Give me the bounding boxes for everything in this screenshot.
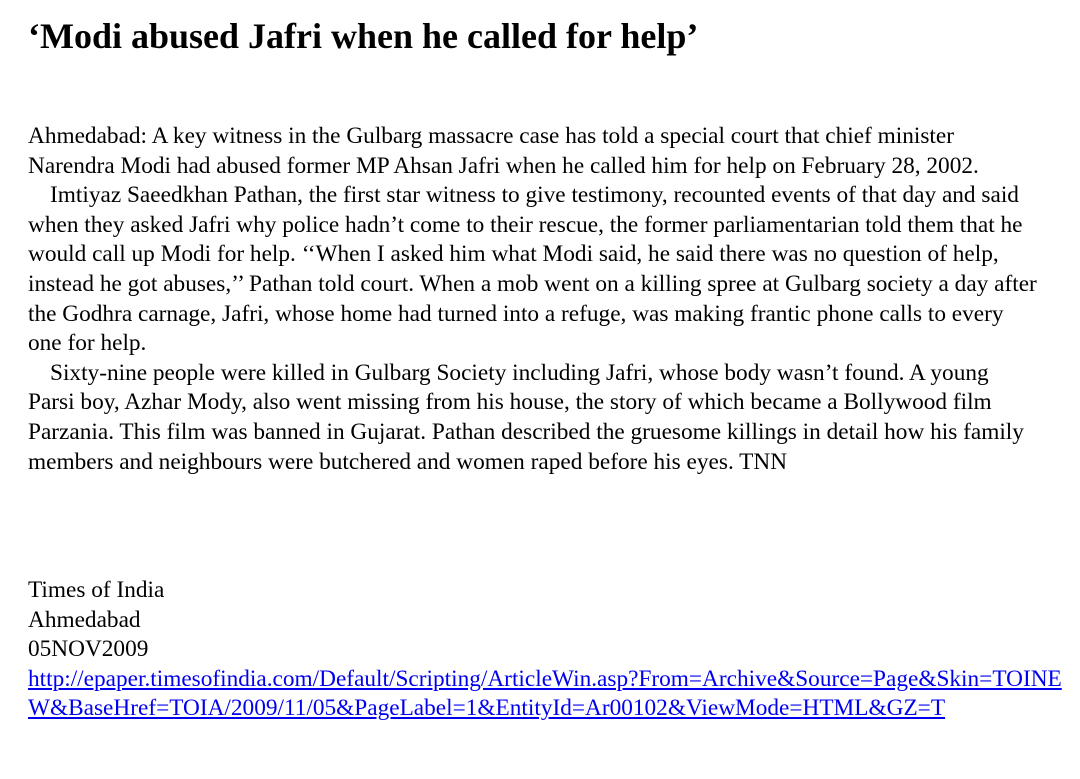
source-block (28, 576, 1068, 724)
source-url-link[interactable]: http://epaper.timesofindia.com/Default/Scripting/ArticleWin.asp?From=Archive&Source=Page&Skin=TOINEW&BaseHref=TOIA/2009/11/05&PageLabel=1&EntityId=Ar00102&ViewMode=HTML&GZ=T (28, 665, 1062, 722)
article-headline: ‘Modi abused Jafri when he called for help’ (28, 16, 699, 56)
article-paragraph-3: Sixty-nine people were killed in Gulbarg Society including Jafri, whose body wasn’t found. A young Parsi boy, Azhar Mody, also went missing from his house, the story of which became a Bollywood film Parzania. This film was banned in Gujarat. Pathan described the gruesome killings in detail how his family members and neighbours were butchered and women raped before his eyes. TNN (28, 359, 1024, 475)
article-body (28, 122, 1038, 477)
article-paragraph-2: Imtiyaz Saeedkhan Pathan, the first star witness to give testimony, recounted events of that day and said when they asked Jafri why police hadn’t come to their rescue, the former parliamentarian told them that he would call up Modi for help. ‘‘When I asked him what Modi said, he said there was no question of help, instead he got abuses,’’ Pathan told court. When a mob went on a killing spree at Gulbarg society a day after the Godhra carnage, Jafri, whose home had turned into a refuge, was making frantic phone calls to every one for help. (28, 182, 1037, 357)
article-paragraph-1: Ahmedabad: A key witness in the Gulbarg massacre case has told a special court that chief minister Narendra Modi had abused former MP Ahsan Jafri when he called him for help on February 28, 2002. (28, 123, 979, 179)
source-city: Ahmedabad (28, 606, 141, 633)
source-publication: Times of India (28, 577, 165, 603)
source-date: 05NOV2009 (28, 636, 149, 663)
